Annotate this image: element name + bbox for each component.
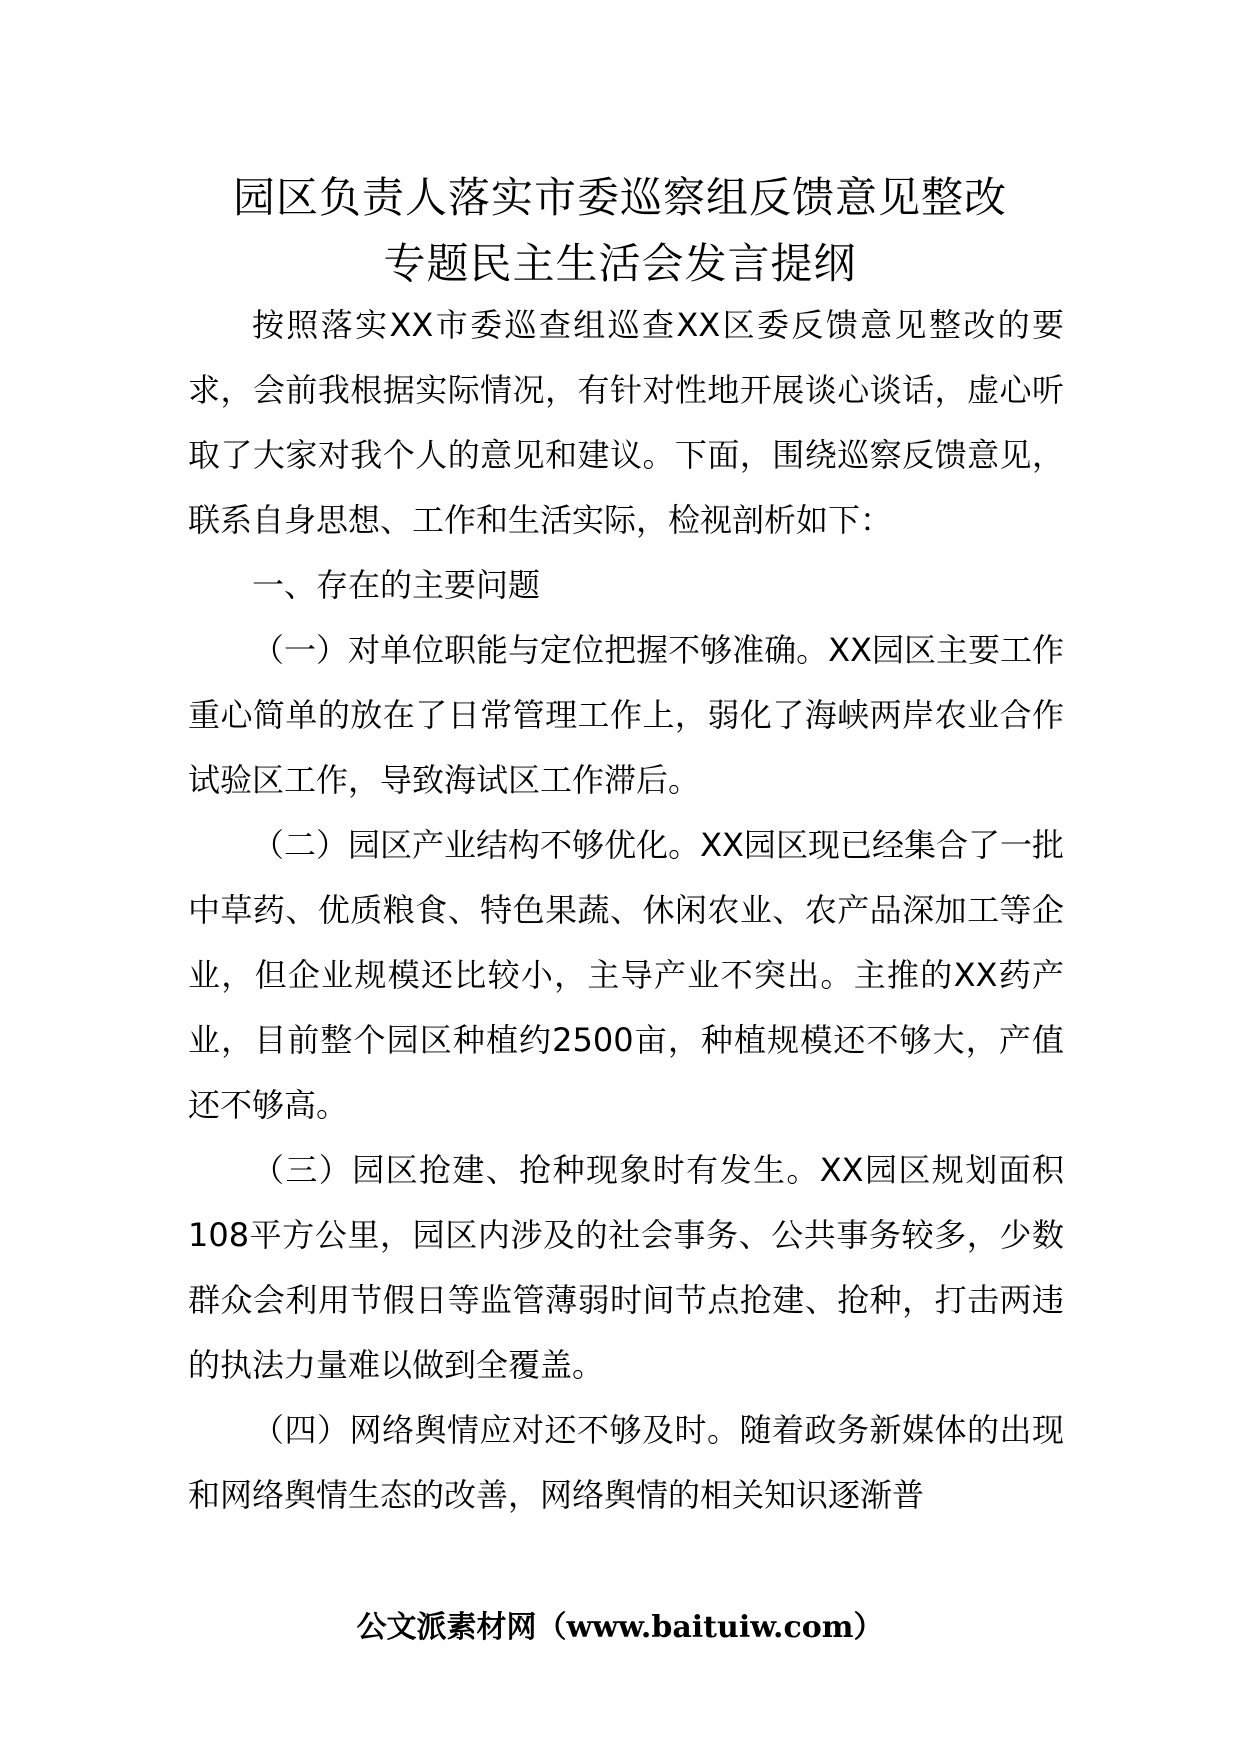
document-title-line-1: 园区负责人落实市委巡察组反馈意见整改 [232,173,1007,222]
paragraph-issue-1: （一）对单位职能与定位把握不够准确。XX园区主要工作重心简单的放在了日常管理工作上，弱化了海峡两岸农业合作试验区工作，导致海试区工作滞后。 [188,631,1064,799]
paragraph-intro: 按照落实XX市委巡查组巡查XX区委反馈意见整改的要求，会前我根据实际情况，有针对性地开展谈心谈话，虚心听取了大家对我个人的意见和建议。下面，围绕巡察反馈意见，联系自身思想、工作和生活实际，检视剖析如下： [188,306,1064,539]
paragraph-issue-2: （二）园区产业结构不够优化。XX园区现已经集合了一批中草药、优质粮食、特色果蔬、休闲农业、农产品深加工等企业，但企业规模还比较小，主导产业不突出。主推的XX药产业，目前整个园区种植约2500亩，种植规模还不够大，产值还不够高。 [188,826,1064,1124]
paragraph-issue-3: （三）园区抢建、抢种现象时有发生。XX园区规划面积108平方公里，园区内涉及的社会事务、公共事务较多，少数群众会利用节假日等监管薄弱时间节点抢建、抢种，打击两违的执法力量难以做到全覆盖。 [188,1151,1064,1384]
section-heading: 一、存在的主要问题 [252,566,541,604]
footer-watermark: 公文派素材网（www.baituiw.com） [356,1610,884,1645]
paragraph-issue-4: （四）网络舆情应对还不够及时。随着政务新媒体的出现和网络舆情生态的改善，网络舆情的相关知识逐渐普 [188,1411,1064,1514]
document-body [188,293,1064,1528]
document-title-line-2: 专题民主生活会发言提纲 [383,239,857,288]
